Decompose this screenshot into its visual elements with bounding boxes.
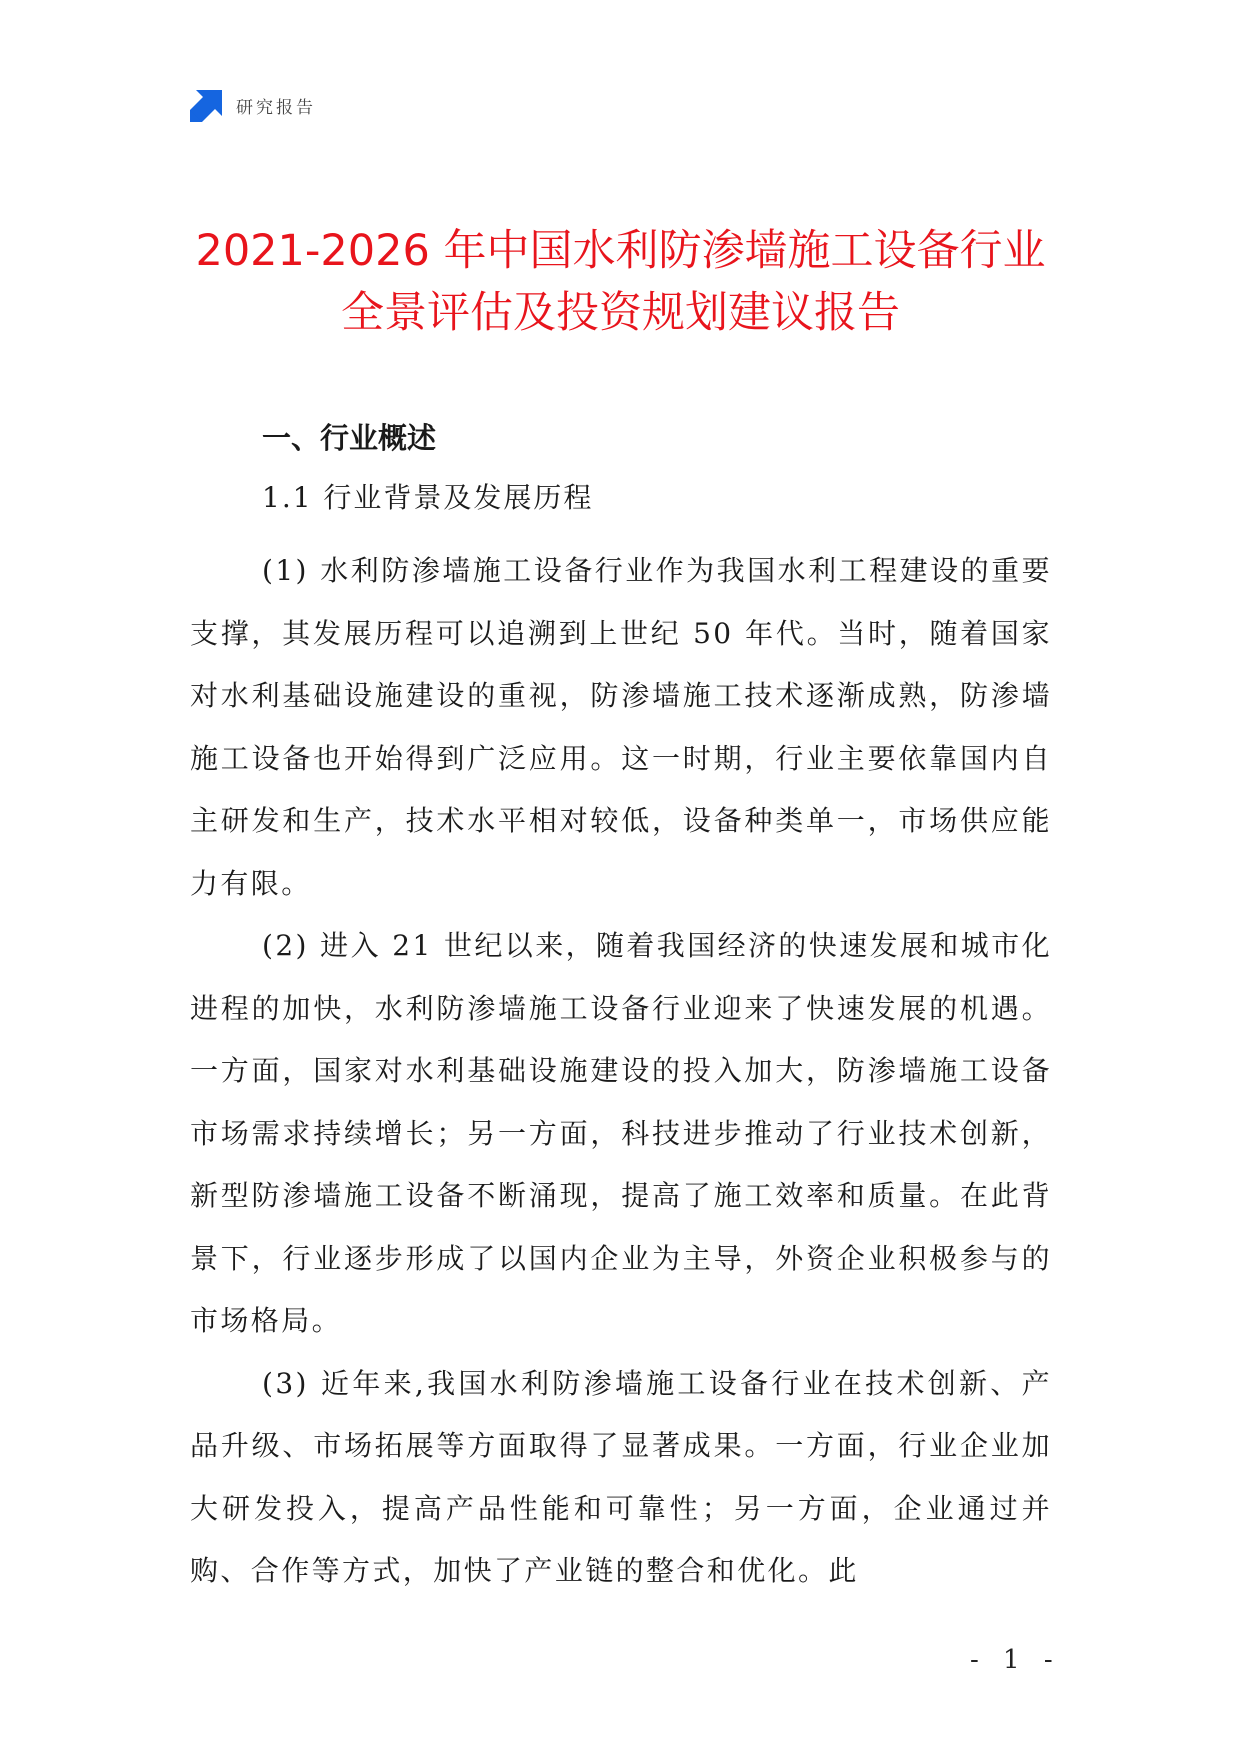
header-label: 研究报告	[236, 97, 316, 118]
page-header	[190, 88, 316, 122]
title-line-1: 2021-2026 年中国水利防渗墙施工设备行业	[195, 226, 1046, 276]
document-body	[190, 418, 1052, 1603]
document-title	[150, 220, 1091, 344]
page-number: - 1 -	[970, 1645, 1061, 1675]
arrow-up-right-icon	[190, 88, 224, 122]
title-line-2: 全景评估及投资规划建议报告	[341, 288, 900, 338]
section-heading: 一、行业概述	[262, 421, 437, 455]
section-subheading: 1.1 行业背景及发展历程	[262, 481, 594, 514]
paragraph-1: (1) 水利防渗墙施工设备行业作为我国水利工程建设的重要支撑，其发展历程可以追溯到上世纪 50 年代。当时，随着国家对水利基础设施建设的重视，防渗墙施工技术逐渐成熟，防渗墙施工设备也开始得到广泛应用。这一时期，行业主要依靠国内自主研发和生产，技术水平相对较低，设备种类单一，市场供应能力有限。	[190, 554, 1052, 900]
paragraph-3: (3) 近年来,我国水利防渗墙施工设备行业在技术创新、产品升级、市场拓展等方面取得了显著成果。一方面，行业企业加大研发投入，提高产品性能和可靠性；另一方面，企业通过并购、合作等方式，加快了产业链的整合和优化。此	[190, 1366, 1052, 1587]
paragraph-2: (2) 进入 21 世纪以来，随着我国经济的快速发展和城市化进程的加快，水利防渗墙施工设备行业迎来了快速发展的机遇。一方面，国家对水利基础设施建设的投入加大，防渗墙施工设备市场需求持续增长；另一方面，科技进步推动了行业技术创新，新型防渗墙施工设备不断涌现，提高了施工效率和质量。在此背景下，行业逐步形成了以国内企业为主导，外资企业积极参与的市场格局。	[190, 929, 1052, 1337]
